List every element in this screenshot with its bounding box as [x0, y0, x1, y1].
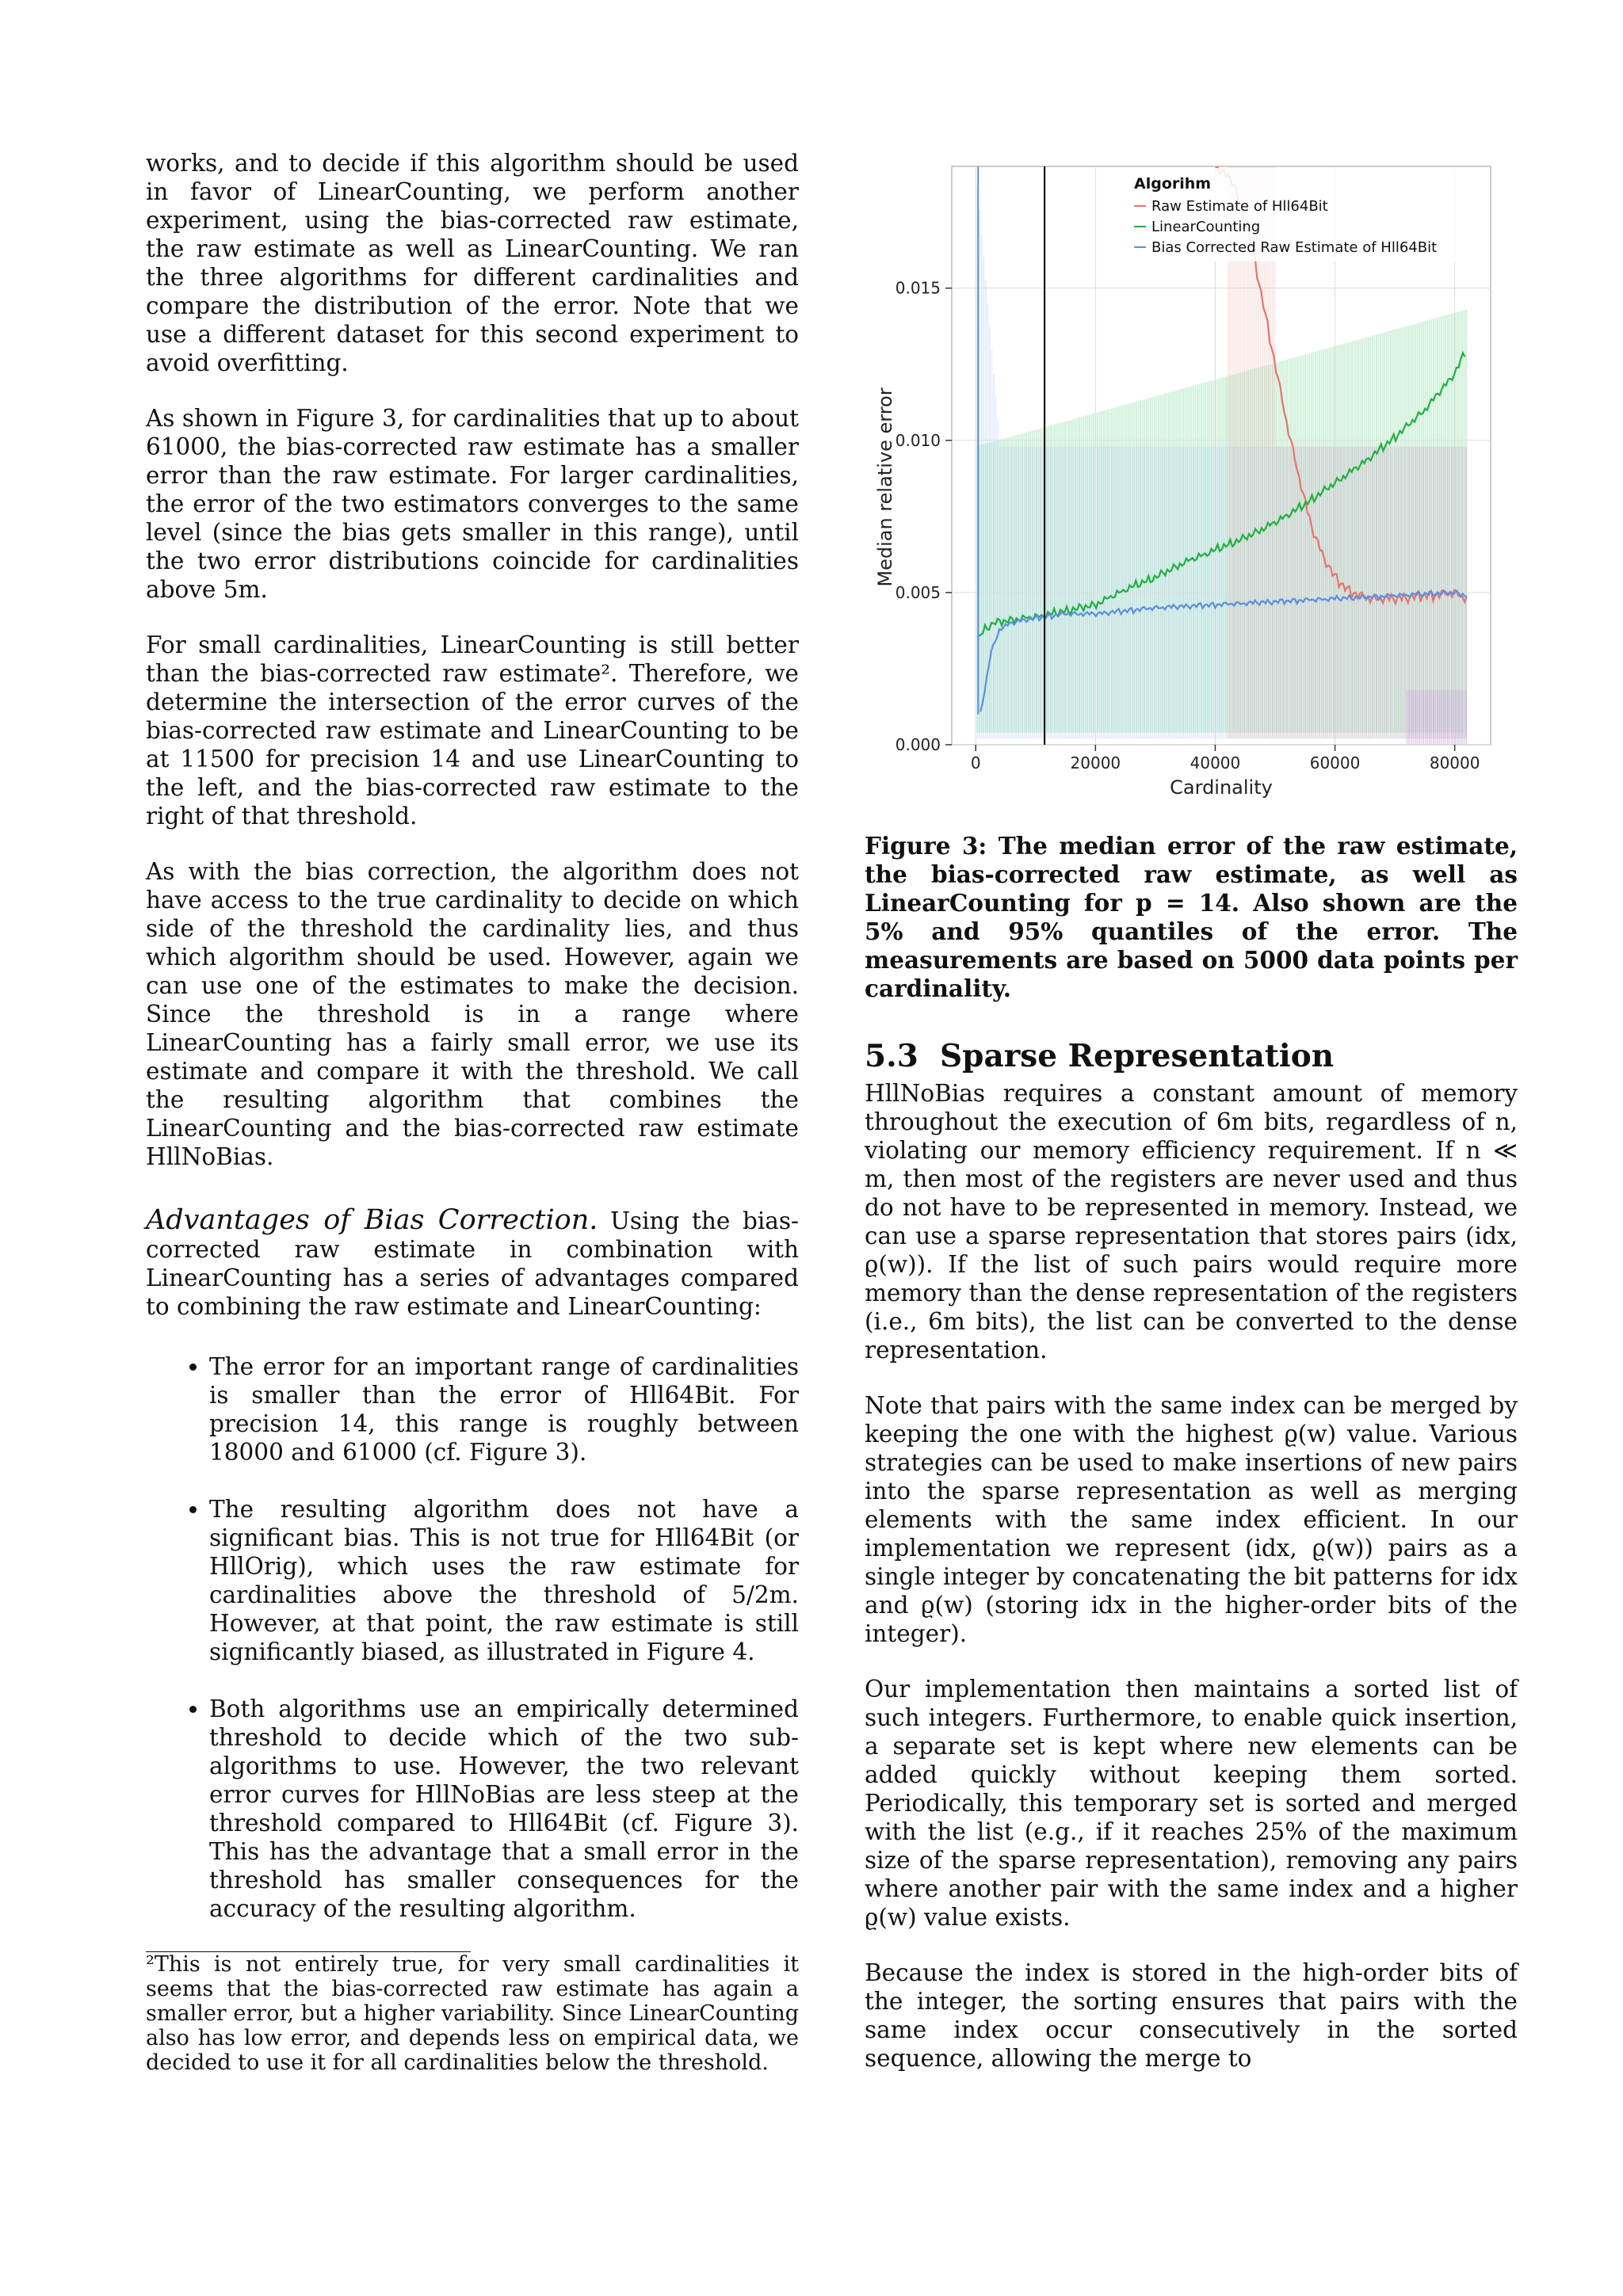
left-paragraph-3: For small cardinalities, LinearCounting is still better than the bias-corrected raw estimate². Therefore, we determine the intersection of the error curves of the bias-corrected raw estimate and LinearCounting to be at 11500 for precision 14 and use LinearCounting to the left, and the bias-corrected raw estimate to the right of that threshold. [146, 631, 799, 830]
section-title: Sparse Representation [940, 1038, 1335, 1074]
list-item: • Both algorithms use an empirically determined threshold to decide which of the two sub-algorithms to use. However, the two relevant error curves for HllNoBias are less steep at the threshold compared to Hll64Bit (cf. Figure 3). This has the advantage that a small error in the threshold has smaller consequences for the accuracy of the resulting algorithm. [209, 1695, 799, 1923]
right-column [865, 1079, 1518, 2073]
left-column [146, 149, 799, 2075]
right-paragraph-2: Note that pairs with the same index can be merged by keeping the one with the highest ϱ(w) value. Various strategies can be used to make insertions of new pairs into the sparse representation as well as merging elements with the same index efficient. In our implementation we represent (idx, ϱ(w)) pairs as a single integer by concatenating the bit patterns for idx and ϱ(w) (storing idx in the higher-order bits of the integer). [865, 1392, 1518, 1647]
legend [1130, 168, 1487, 261]
legend-entry-bias: Bias Corrected Raw Estimate of Hll64Bit [1151, 239, 1438, 256]
list-item: • The resulting algorithm does not have a significant bias. This is not true for Hll64Bit (or HllOrig), which uses the raw estimate for cardinalities above the threshold of 5/2m. However, at that point, the raw estimate is still significantly biased, as illustrated in Figure 4. [209, 1495, 799, 1666]
figure-3 [865, 151, 1518, 816]
footnote: ²This is not entirely true, for very small cardinalities it seems that the bias-corrected raw estimate has again a smaller error, but a higher variability. Since LinearCounting also has low error, and depends less on empirical data, we decided to use it for all cardinalities below the threshold. [146, 1952, 799, 2075]
x-tick-label: 40000 [1190, 753, 1241, 772]
list-item: • The error for an important range of cardinalities is smaller than the error of Hll64Bit. For precision 14, this range is roughly between 18000 and 61000 (cf. Figure 3). [209, 1352, 799, 1466]
x-tick-label: 80000 [1429, 753, 1480, 772]
x-tick-label: 0 [970, 753, 981, 772]
x-tick-label: 20000 [1070, 753, 1121, 772]
error-chart [865, 151, 1518, 816]
figure-caption: Figure 3: The median error of the raw estimate, the bias-corrected raw estimate, as well as LinearCounting for p = 14. Also shown are the 5% and 95% quantiles of the error. The measurements are based on 5000 data points per cardinality. [865, 832, 1518, 1002]
section-number: 5.3 [865, 1038, 918, 1074]
section-heading [865, 1038, 1334, 1074]
x-axis-label: Cardinality [1170, 776, 1273, 799]
left-paragraph-4: As with the bias correction, the algorithm does not have access to the true cardinality to decide on which side of the threshold the cardinality lies, and thus which algorithm should be used. However, again we can use one of the estimates to make the decision. Since the threshold is in a range where LinearCounting has a fairly small error, we use its estimate and compare it with the threshold. We call the resulting algorithm that combines the LinearCounting and the bias-corrected raw estimate HllNoBias. [146, 858, 799, 1170]
advantages-heading: Advantages of Bias Correction. [146, 1204, 598, 1236]
right-paragraph-3: Our implementation then maintains a sorted list of such integers. Furthermore, to enable quick insertion, a separate set is kept where new elements can be added quickly without keeping them sorted. Periodically, this temporary set is sorted and merged with the list (e.g., if it reaches 25% of the maximum size of the sparse representation), removing any pairs where another pair with the same index and a higher ϱ(w) value exists. [865, 1676, 1518, 1931]
right-paragraph-4: Because the index is stored in the high-order bits of the integer, the sorting ensures that pairs with the same index occur consecutively in the sorted sequence, allowing the merge to [865, 1959, 1518, 2072]
x-tick-label: 60000 [1309, 753, 1361, 772]
legend-title: Algorihm [1134, 175, 1212, 193]
advantages-list [146, 1352, 799, 1923]
advantages-paragraph [146, 1206, 799, 1321]
legend-entry-raw: Raw Estimate of Hll64Bit [1151, 198, 1328, 215]
y-tick-label: 0.005 [895, 582, 941, 602]
left-paragraph-1: works, and to decide if this algorithm should be used in favor of LinearCounting, we perform another experiment, using the bias-corrected raw estimate, the raw estimate as well as LinearCounting. We ran the three algorithms for different cardinalities and compare the distribution of the error. Note that we use a different dataset for this second experiment to avoid overfitting. [146, 150, 799, 376]
y-tick-label: 0.000 [895, 735, 941, 754]
advantages-body: Using the bias-corrected raw estimate in combination with LinearCounting has a series of advantages compared to combining the raw estimate and LinearCounting: [146, 1207, 799, 1320]
y-tick-label: 0.015 [895, 278, 941, 298]
y-axis-label: Median relative error [874, 387, 896, 587]
left-paragraph-2: As shown in Figure 3, for cardinalities that up to about 61000, the bias-corrected raw estimate has a smaller error than the raw estimate. For larger cardinalities, the error of the two estimators converges to the same level (since the bias gets smaller in this range), until the two error distributions coincide for cardinalities above 5m. [146, 405, 799, 603]
legend-entry-linear: LinearCounting [1151, 219, 1261, 235]
right-paragraph-1: HllNoBias requires a constant amount of memory throughout the execution of 6m bits, regardless of n, violating our memory efficiency requirement. If n ≪ m, then most of the registers are never used and thus do not have to be represented in memory. Instead, we can use a sparse representation that stores pairs (idx, ϱ(w)). If the list of such pairs would require more memory than the dense representation of the registers (i.e., 6m bits), the list can be converted to the dense representation. [865, 1080, 1518, 1363]
y-tick-label: 0.010 [895, 430, 941, 450]
